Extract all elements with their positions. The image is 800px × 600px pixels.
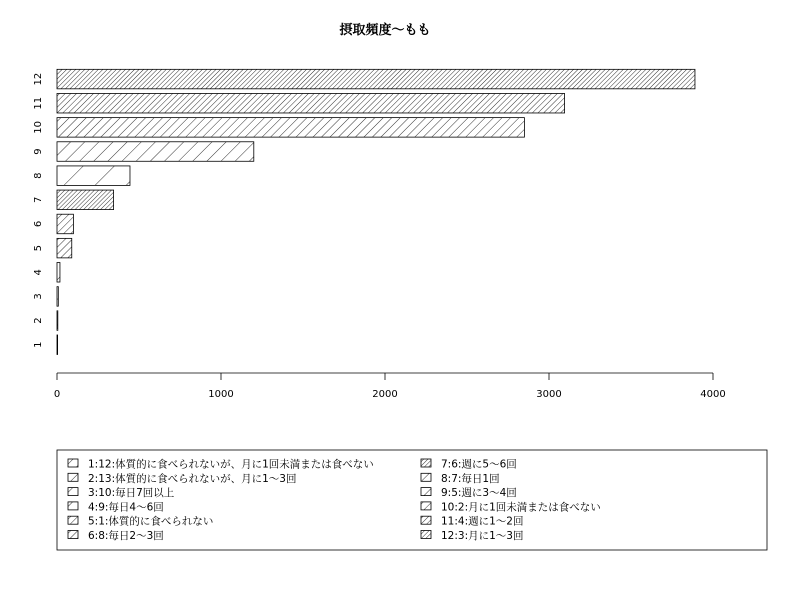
bar-5 [57, 238, 72, 258]
legend-swatch [421, 502, 431, 510]
x-tick-label: 2000 [372, 389, 398, 400]
bar-6 [57, 214, 73, 234]
x-tick-label: 4000 [700, 389, 726, 400]
y-tick-label: 1 [33, 341, 44, 348]
x-tick-label: 1000 [208, 389, 234, 400]
bar-9 [57, 142, 254, 162]
legend-swatch [68, 502, 78, 510]
y-tick-label: 5 [33, 244, 44, 252]
legend-entry: 2:13:体質的に食べられないが、月に1〜3回 [88, 472, 297, 485]
y-tick-label: 12 [33, 72, 44, 86]
legend-swatch [68, 531, 78, 539]
bar-10 [57, 118, 524, 138]
legend-swatch [421, 516, 431, 524]
legend-swatch [421, 473, 431, 481]
legend-entry: 6:8:毎日2〜3回 [88, 530, 164, 542]
legend-entry: 11:4:週に1〜2回 [441, 515, 524, 528]
y-tick-label: 11 [33, 96, 44, 110]
y-tick-label: 2 [33, 317, 44, 324]
bar-7 [57, 190, 114, 210]
y-tick-label: 3 [33, 293, 44, 300]
bar-12 [57, 69, 695, 89]
bar-4 [57, 263, 60, 283]
legend-swatch [68, 473, 78, 481]
legend-swatch [421, 488, 431, 496]
y-tick-label: 9 [33, 148, 44, 155]
legend-entry: 5:1:体質的に食べられない [88, 515, 214, 528]
legend [57, 450, 767, 550]
legend-swatch [421, 459, 431, 467]
legend-entry: 8:7:毎日1回 [441, 472, 500, 485]
y-tick-label: 6 [33, 220, 44, 228]
bar-8 [57, 166, 130, 186]
y-tick-label: 7 [33, 196, 44, 204]
legend-swatch [421, 531, 431, 539]
legend-entry: 12:3:月に1〜3回 [441, 530, 524, 542]
bars [57, 69, 695, 354]
legend-entry: 3:10:毎日7回以上 [88, 487, 175, 500]
legend-entry: 10:2:月に1回未満または食べない [441, 501, 601, 514]
legend-entry: 1:12:体質的に食べられないが、月に1回未満または食べない [88, 458, 374, 471]
x-tick-label: 0 [53, 389, 61, 400]
legend-swatch [68, 488, 78, 496]
bar-11 [57, 93, 565, 113]
bar-1 [57, 335, 58, 355]
x-axis [54, 373, 726, 400]
chart-title: 摂取頻度〜もも [339, 23, 431, 38]
legend-entry: 4:9:毎日4〜6回 [88, 501, 164, 514]
legend-entry: 9:5:週に3〜4回 [441, 487, 517, 500]
bar-3 [57, 287, 58, 307]
y-tick-label: 10 [33, 121, 44, 134]
bar-2 [57, 311, 58, 331]
y-tick-label: 4 [33, 269, 44, 276]
y-tick-label: 8 [33, 172, 44, 179]
legend-swatch [68, 459, 78, 467]
legend-entry: 7:6:週に5〜6回 [441, 458, 517, 471]
legend-swatch [68, 516, 78, 524]
y-axis [33, 73, 44, 348]
x-tick-label: 3000 [536, 389, 562, 400]
